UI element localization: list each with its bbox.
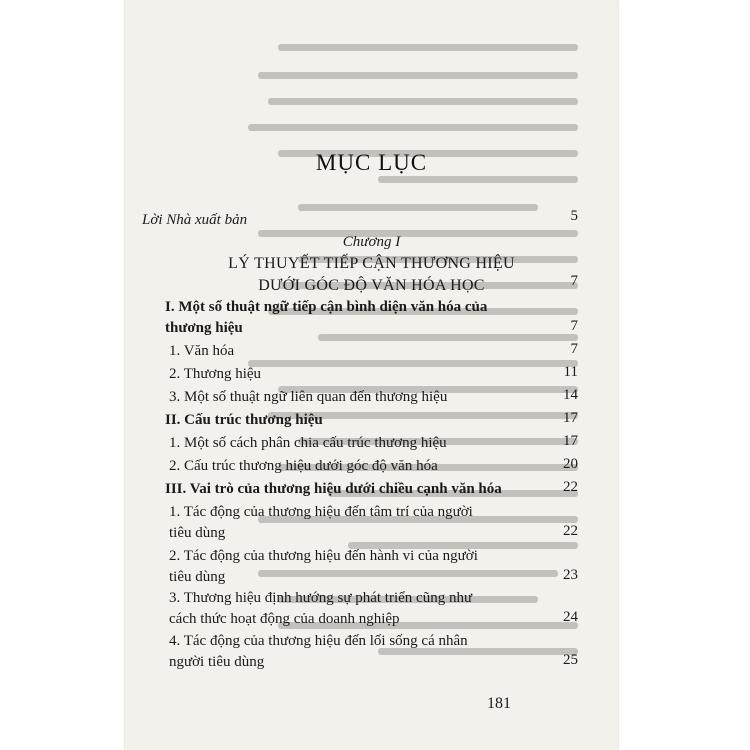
toc-page-3-1: 22 — [563, 523, 578, 539]
chapter-page: 7 — [570, 273, 578, 289]
toc-entry-1-3[interactable]: 3. Một số thuật ngữ liên quan đến thương hiệu — [169, 389, 448, 405]
toc-entry-section-2[interactable]: II. Cấu trúc thương hiệu — [165, 412, 323, 428]
toc-title: MỤC LỤC — [315, 150, 428, 175]
toc-page-1-3: 14 — [563, 387, 578, 403]
toc-page-3-3: 24 — [563, 609, 578, 625]
toc-page-2-1: 17 — [563, 433, 578, 449]
toc-entry-3-1[interactable]: 1. Tác động của thương hiệu đến tâm trí của người — [169, 504, 473, 520]
toc-page-3-2: 23 — [563, 567, 578, 583]
toc-page-section-2: 17 — [563, 410, 578, 426]
toc-page-section-3: 22 — [563, 479, 578, 495]
toc-page-preface: 5 — [570, 208, 578, 224]
page-number: 181 — [487, 695, 511, 712]
chapter-number: Chương I — [342, 234, 401, 250]
book-page — [125, 0, 618, 750]
toc-entry-2-1[interactable]: 1. Một số cách phân chia cấu trúc thương hiệu — [169, 435, 447, 451]
chapter-title-line1[interactable]: LÝ THUYẾT TIẾP CẬN THƯƠNG HIỆU — [228, 255, 515, 272]
toc-entry-3-3[interactable]: 3. Thương hiệu định hướng sự phát triển cũng như — [169, 590, 473, 606]
toc-entry-1-1[interactable]: 1. Văn hóa — [169, 343, 235, 359]
toc-entry-3-4-cont: người tiêu dùng — [169, 654, 265, 670]
toc-page-1-1: 7 — [570, 341, 578, 357]
chapter-title-line2[interactable]: DƯỚI GÓC ĐỘ VĂN HÓA HỌC — [258, 277, 485, 294]
toc-page-section-1: 7 — [570, 318, 578, 334]
toc-entry-3-1-cont: tiêu dùng — [169, 525, 226, 541]
toc-entry-1-2[interactable]: 2. Thương hiệu — [169, 366, 262, 382]
toc-page-1-2: 11 — [563, 364, 578, 380]
toc-entry-3-2[interactable]: 2. Tác động của thương hiệu đến hành vi của người — [169, 548, 478, 564]
toc-entry-2-2[interactable]: 2. Cấu trúc thương hiệu dưới góc độ văn hóa — [169, 458, 438, 474]
toc-entry-preface[interactable]: Lời Nhà xuất bản — [142, 212, 248, 228]
toc-entry-section-1[interactable]: I. Một số thuật ngữ tiếp cận bình diện văn hóa của — [165, 299, 488, 315]
toc-page-2-2: 20 — [563, 456, 578, 472]
toc-entry-section-3[interactable]: III. Vai trò của thương hiệu dưới chiều cạnh văn hóa — [165, 481, 502, 497]
toc-entry-3-4[interactable]: 4. Tác động của thương hiệu đến lối sống cá nhân — [169, 633, 468, 649]
toc-entry-3-3-cont: cách thức hoạt động của doanh nghiệp — [169, 611, 400, 627]
toc-page-3-4: 25 — [563, 652, 578, 668]
toc-entry-3-2-cont: tiêu dùng — [169, 569, 226, 585]
toc-entry-section-1-cont: thương hiệu — [165, 320, 243, 336]
